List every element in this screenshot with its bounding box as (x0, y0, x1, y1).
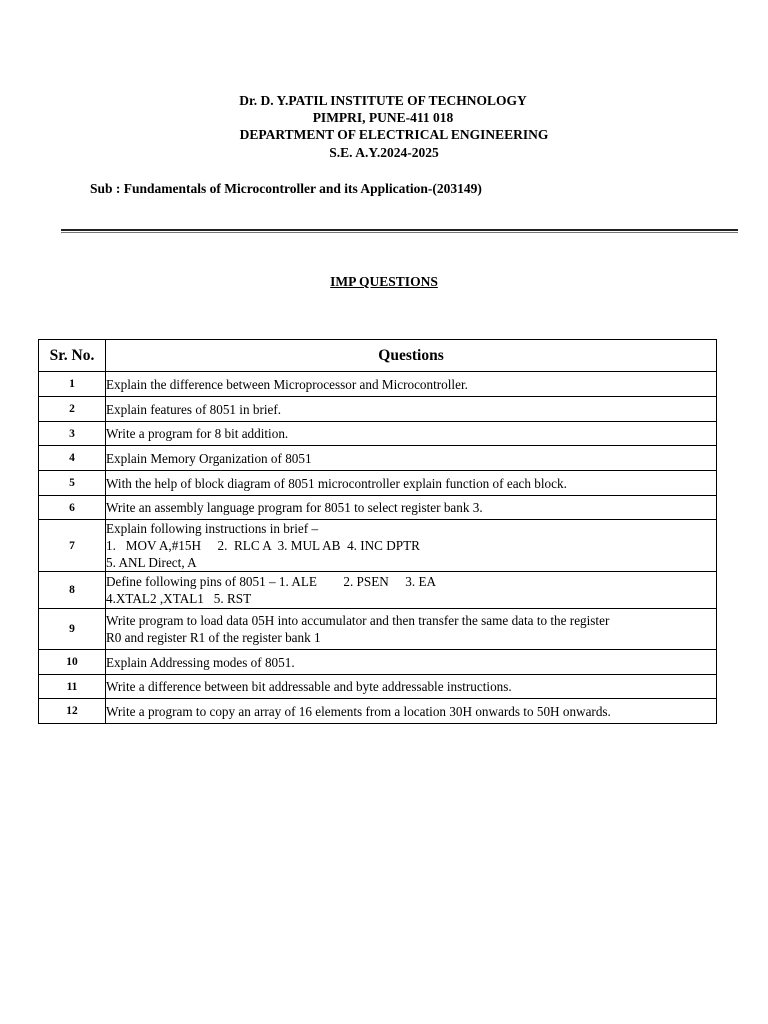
sr-no-cell: 9 (39, 609, 106, 650)
question-text: Write a difference between bit addressable and byte addressable instructions. (106, 679, 512, 694)
table-row (39, 572, 717, 609)
question-text: Explain the difference between Microprocessor and Microcontroller. (106, 376, 468, 392)
question-cell (106, 372, 717, 397)
department-name: DEPARTMENT OF ELECTRICAL ENGINEERING (239, 127, 549, 142)
questions-body (39, 372, 717, 724)
table-row (39, 520, 717, 572)
question-text: Explain following instructions in brief – (106, 521, 319, 536)
question-cell (106, 520, 717, 572)
sr-no-cell: 4 (39, 446, 106, 471)
question-cell (106, 572, 717, 609)
section-title: IMP QUESTIONS (330, 274, 438, 289)
institute-name: Dr. D. Y.PATIL INSTITUTE OF TECHNOLOGY (239, 93, 527, 108)
table-row (39, 609, 717, 650)
table-header-row (39, 340, 717, 372)
header-divider-shadow (61, 232, 738, 233)
sr-no-cell: 1 (39, 372, 106, 397)
question-cell (106, 422, 717, 446)
question-text: R0 and register R1 of the register bank 1 (106, 630, 321, 645)
table-row (39, 650, 717, 675)
table-row (39, 397, 717, 422)
subject-line: Sub : Fundamentals of Microcontroller and its Application-(203149) (90, 181, 482, 196)
question-cell (106, 471, 717, 496)
questions-table (38, 339, 717, 724)
question-cell (106, 699, 717, 724)
table-row (39, 471, 717, 496)
question-cell (106, 496, 717, 520)
table-row (39, 372, 717, 397)
question-text: 5. ANL Direct, A (106, 555, 197, 570)
question-cell (106, 675, 717, 699)
sr-no-cell: 2 (39, 397, 106, 422)
institute-address: PIMPRI, PUNE-411 018 (312, 110, 454, 125)
table-row (39, 446, 717, 471)
table-row (39, 496, 717, 520)
sr-no-cell: 11 (39, 675, 106, 699)
question-cell (106, 609, 717, 650)
question-cell (106, 650, 717, 675)
sr-no-cell: 5 (39, 471, 106, 496)
question-text: Explain Addressing modes of 8051. (106, 654, 295, 670)
sr-no-cell: 8 (39, 572, 106, 609)
question-text: Explain features of 8051 in brief. (106, 401, 282, 417)
academic-year: S.E. A.Y.2024-2025 (329, 145, 439, 160)
sr-no-cell: 12 (39, 699, 106, 724)
question-cell (106, 446, 717, 471)
sr-no-cell: 7 (39, 520, 106, 572)
table-row (39, 675, 717, 699)
question-text: Write a program for 8 bit addition. (106, 426, 289, 441)
sr-no-cell: 6 (39, 496, 106, 520)
question-text: Write a program to copy an array of 16 elements from a location 30H onwards to 50H onwards. (106, 703, 611, 719)
header-questions: Questions (106, 340, 717, 372)
question-cell (106, 397, 717, 422)
table-row (39, 422, 717, 446)
question-text: 1. MOV A,#15H 2. RLC A 3. MUL AB 4. INC DPTR (106, 538, 420, 553)
question-text: Write an assembly language program for 8051 to select register bank 3. (106, 500, 483, 515)
question-text: 4.XTAL2 ,XTAL1 5. RST (106, 591, 252, 606)
sr-no-cell: 10 (39, 650, 106, 675)
question-text: Define following pins of 8051 – 1. ALE 2. PSEN 3. EA (106, 574, 437, 589)
question-text: Explain Memory Organization of 8051 (106, 450, 312, 466)
header-sr-no: Sr. No. (39, 340, 106, 372)
question-text: With the help of block diagram of 8051 microcontroller explain function of each block. (106, 475, 567, 491)
sr-no-cell: 3 (39, 422, 106, 446)
header-divider (61, 229, 738, 231)
question-text: Write program to load data 05H into accumulator and then transfer the same data to the register (106, 613, 610, 628)
table-row (39, 699, 717, 724)
